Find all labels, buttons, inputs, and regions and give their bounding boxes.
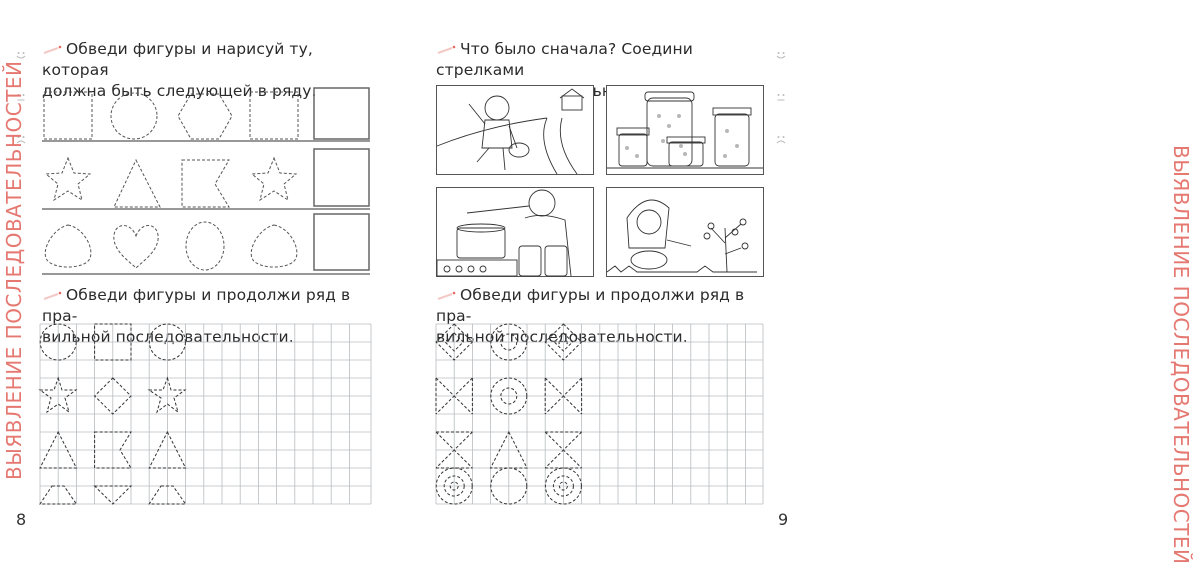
tracing-grid[interactable] (436, 324, 766, 506)
dashed-star (252, 158, 296, 200)
dashed-flag (182, 160, 229, 207)
section-side-label: ВЫЯВЛЕНИЕ ПОСЛЕДОВАТЕЛЬНОСТЕЙ (1169, 145, 1193, 565)
task2-instruction: Обведи фигуры и продолжи ряд в пра- вильной последовательности. (436, 286, 745, 346)
shape-sequence-rows (38, 88, 373, 288)
dashed-rounded-triangle (251, 225, 297, 267)
dashed-square (44, 92, 92, 139)
sad-face-icon (774, 132, 788, 146)
pencil-icon (42, 291, 62, 301)
picture-girl-walking-with-basket[interactable] (436, 85, 594, 175)
answer-box-1 (314, 88, 369, 139)
page-number: 8 (16, 510, 27, 529)
task2-instruction: Обведи фигуры и продолжи ряд в пра- вильной последовательности. (42, 286, 351, 346)
dashed-circle (111, 93, 157, 139)
right-page (400, 0, 1193, 565)
dashed-hexagon (178, 94, 232, 139)
answer-box-3 (314, 214, 369, 270)
tracing-grid[interactable] (40, 324, 374, 506)
dashed-oval (186, 222, 224, 270)
happy-face-icon (774, 48, 788, 62)
pencil-icon (436, 291, 456, 301)
dashed-triangle (114, 160, 160, 207)
dashed-heart (114, 225, 158, 268)
self-assessment-smileys (774, 48, 792, 174)
picture-girl-picking-berries[interactable] (606, 187, 764, 277)
dashed-star (46, 158, 90, 200)
answer-box-2 (314, 149, 369, 206)
page-number: 9 (778, 510, 789, 529)
pencil-icon (436, 45, 456, 55)
task1-instruction: Обведи фигуры и нарисуй ту, которая должна быть следующей в ряду. (42, 40, 317, 100)
pencil-icon (42, 45, 62, 55)
dashed-rounded-triangle (45, 225, 91, 267)
task1-instruction: Что было сначала? Соедини стрелками картинки в правильном порядке. (436, 40, 713, 100)
dashed-square (250, 92, 298, 139)
picture-woman-cooking-jam[interactable] (436, 187, 594, 277)
section-side-label: ВЫЯВЛЕНИЕ ПОСЛЕДОВАТЕЛЬНОСТЕЙ (2, 60, 26, 480)
sequence-pictures (436, 85, 762, 275)
picture-jars-of-jam[interactable] (606, 85, 764, 175)
neutral-face-icon (774, 90, 788, 104)
left-page (0, 0, 400, 540)
